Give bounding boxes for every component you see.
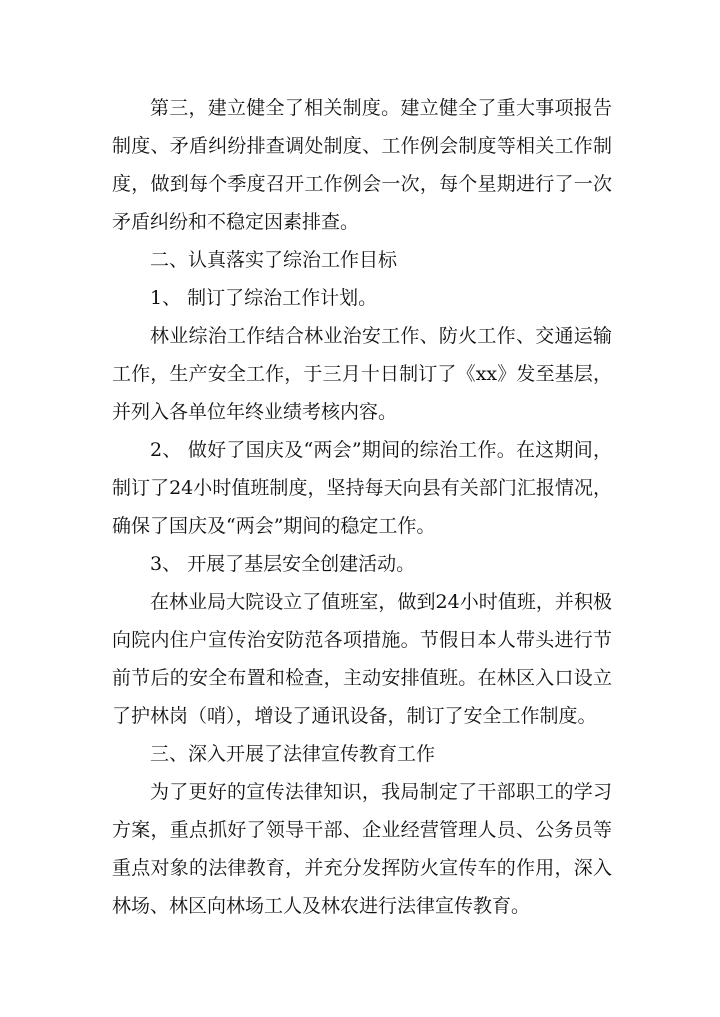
paragraph-holiday-duty: 2、 做好了国庆及“两会”期间的综治工作。在这期间，制订了24小时值班制度，坚持每天向县有关部门汇报情况，确保了国庆及“两会”期间的稳定工作。 [112, 439, 612, 537]
item-heading-safety-campaign: 3、 开展了基层安全创建活动。 [150, 553, 416, 575]
section-heading-goals: 二、认真落实了综治工作目标 [150, 249, 398, 271]
paragraph-forestry-plan: 林业综治工作结合林业治安工作、防火工作、交通运输工作，生产安全工作，于三月十日制订了《xx》发至基层，并列入各单位年终业绩考核内容。 [112, 325, 612, 423]
document-body [112, 89, 612, 925]
paragraph-duty-room: 在林业局大院设立了值班室，做到24小时值班，并积极向院内住户宣传治安防范各项措施。节假日本人带头进行节前节后的安全布置和检查，主动安排值班。在林区入口设立了护林岗（哨），增设了通讯设备，制订了安全工作制度。 [112, 591, 612, 727]
paragraph-systems-established: 第三，建立健全了相关制度。建立健全了重大事项报告制度、矛盾纠纷排查调处制度、工作例会制度等相关工作制度，做到每个季度召开工作例会一次，每个星期进行了一次矛盾纠纷和不稳定因素排查。 [112, 97, 612, 233]
paragraph-law-education: 为了更好的宣传法律知识，我局制定了干部职工的学习方案，重点抓好了领导干部、企业经营管理人员、公务员等重点对象的法律教育，并充分发挥防火宣传车的作用，深入林场、林区向林场工人及林农进行法律宣传教育。 [112, 781, 612, 917]
section-heading-law-education: 三、深入开展了法律宣传教育工作 [150, 743, 436, 765]
item-heading-plan: 1、 制订了综治工作计划。 [150, 287, 378, 309]
